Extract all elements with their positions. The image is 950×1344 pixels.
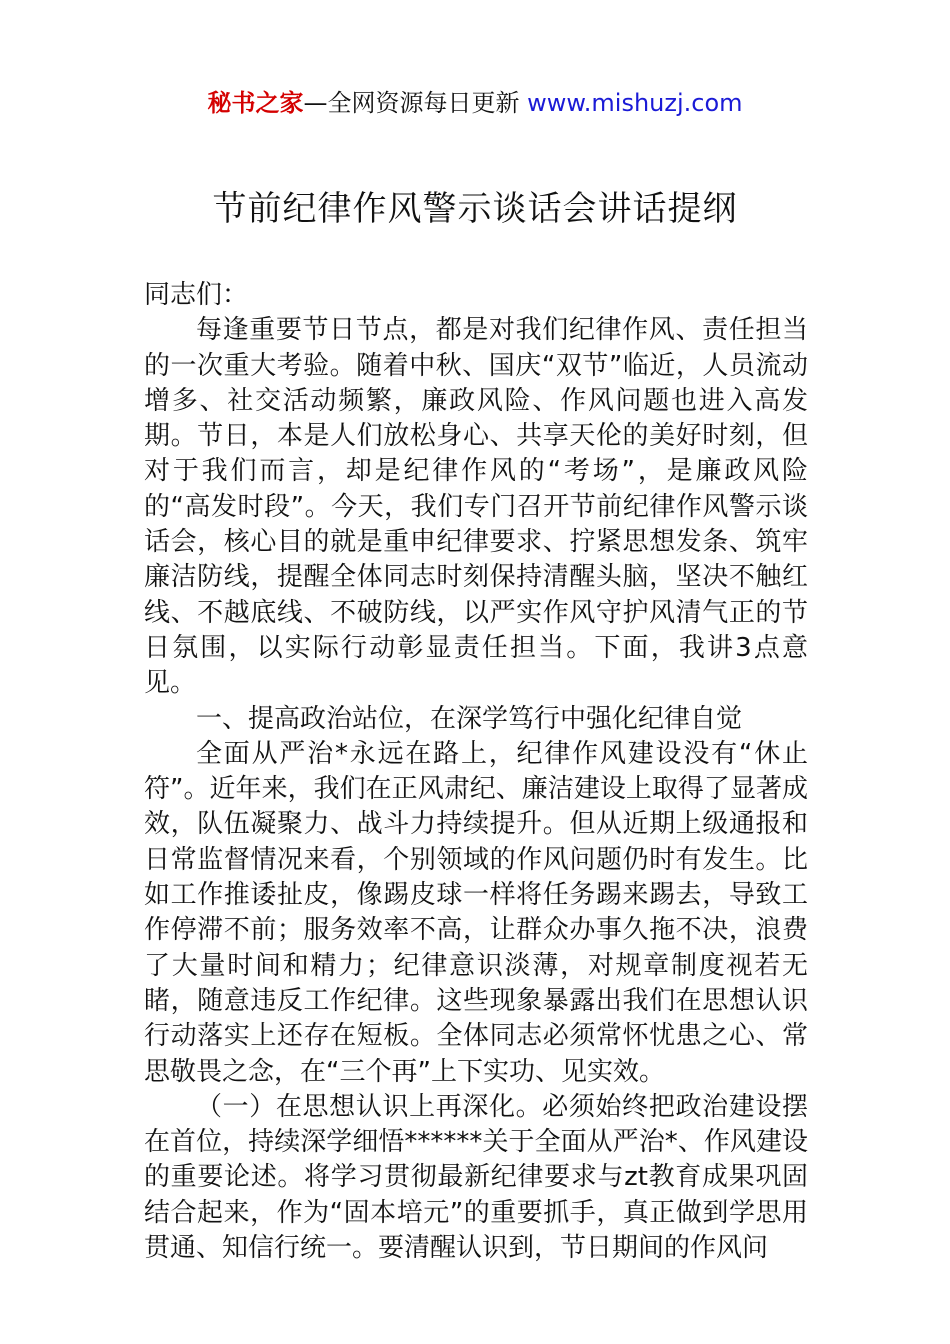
brand-name: 秘书之家 xyxy=(207,89,304,117)
section-heading-1: 一、提高政治站位，在深学笃行中强化纪律自觉 xyxy=(196,703,743,734)
salutation: 同志们： xyxy=(144,280,249,310)
document-body xyxy=(144,278,808,1266)
site-url-link[interactable]: www.mishuzj.com xyxy=(527,89,743,117)
header-tagline: —全网资源每日更新 xyxy=(303,89,528,117)
paragraph-section-1: 全面从严治*永远在路上，纪律作风建设没有“休止符”。近年来，我们在正风肃纪、廉洁建设上取得了显著成效，队伍凝聚力、战斗力持续提升。但从近期上级通报和日常监督情况来看，个别领域的作风问题仍时有发生。比如工作推诿扯皮，像踢皮球一样将任务踢来踢去，导致工作停滞不前；服务效率不高，让群众办事久拖不决，浪费了大量时间和精力；纪律意识淡薄，对规章制度视若无睹，随意违反工作纪律。这些现象暴露出我们在思想认识行动落实上还存在短板。全体同志必须常怀忧患之心、常思敬畏之念，在“三个再”上下实功、见实效。 xyxy=(144,738,808,1087)
paragraph-subsection-1: （一）在思想认识上再深化。必须始终把政治建设摆在首位，持续深学细悟******关于全面从严治*、作风建设的重要论述。将学习贯彻最新纪律要求与zt教育成果巩固结合起来，作为“固本培元”的重要抓手，真正做到学思用贯通、知信行统一。要清醒认识到，节日期间的作风问 xyxy=(144,1091,808,1264)
document-title: 节前纪律作风警示谈话会讲话提纲 xyxy=(212,189,738,229)
paragraph-intro: 每逢重要节日节点，都是对我们纪律作风、责任担当的一次重大考验。随着中秋、国庆“双节”临近，人员流动增多、社交活动频繁，廉政风险、作风问题也进入高发期。节日，本是人们放松身心、共享天伦的美好时刻，但对于我们而言，却是纪律作风的“考场”，是廉政风险的“高发时段”。今天，我们专门召开节前纪律作风警示谈话会，核心目的就是重申纪律要求、拧紧思想发条、筑牢廉洁防线，提醒全体同志时刻保持清醒头脑，坚决不触红线、不越底线、不破防线，以严实作风守护风清气正的节日氛围，以实际行动彰显责任担当。下面，我讲3点意见。 xyxy=(144,315,808,699)
site-header xyxy=(0,86,950,120)
